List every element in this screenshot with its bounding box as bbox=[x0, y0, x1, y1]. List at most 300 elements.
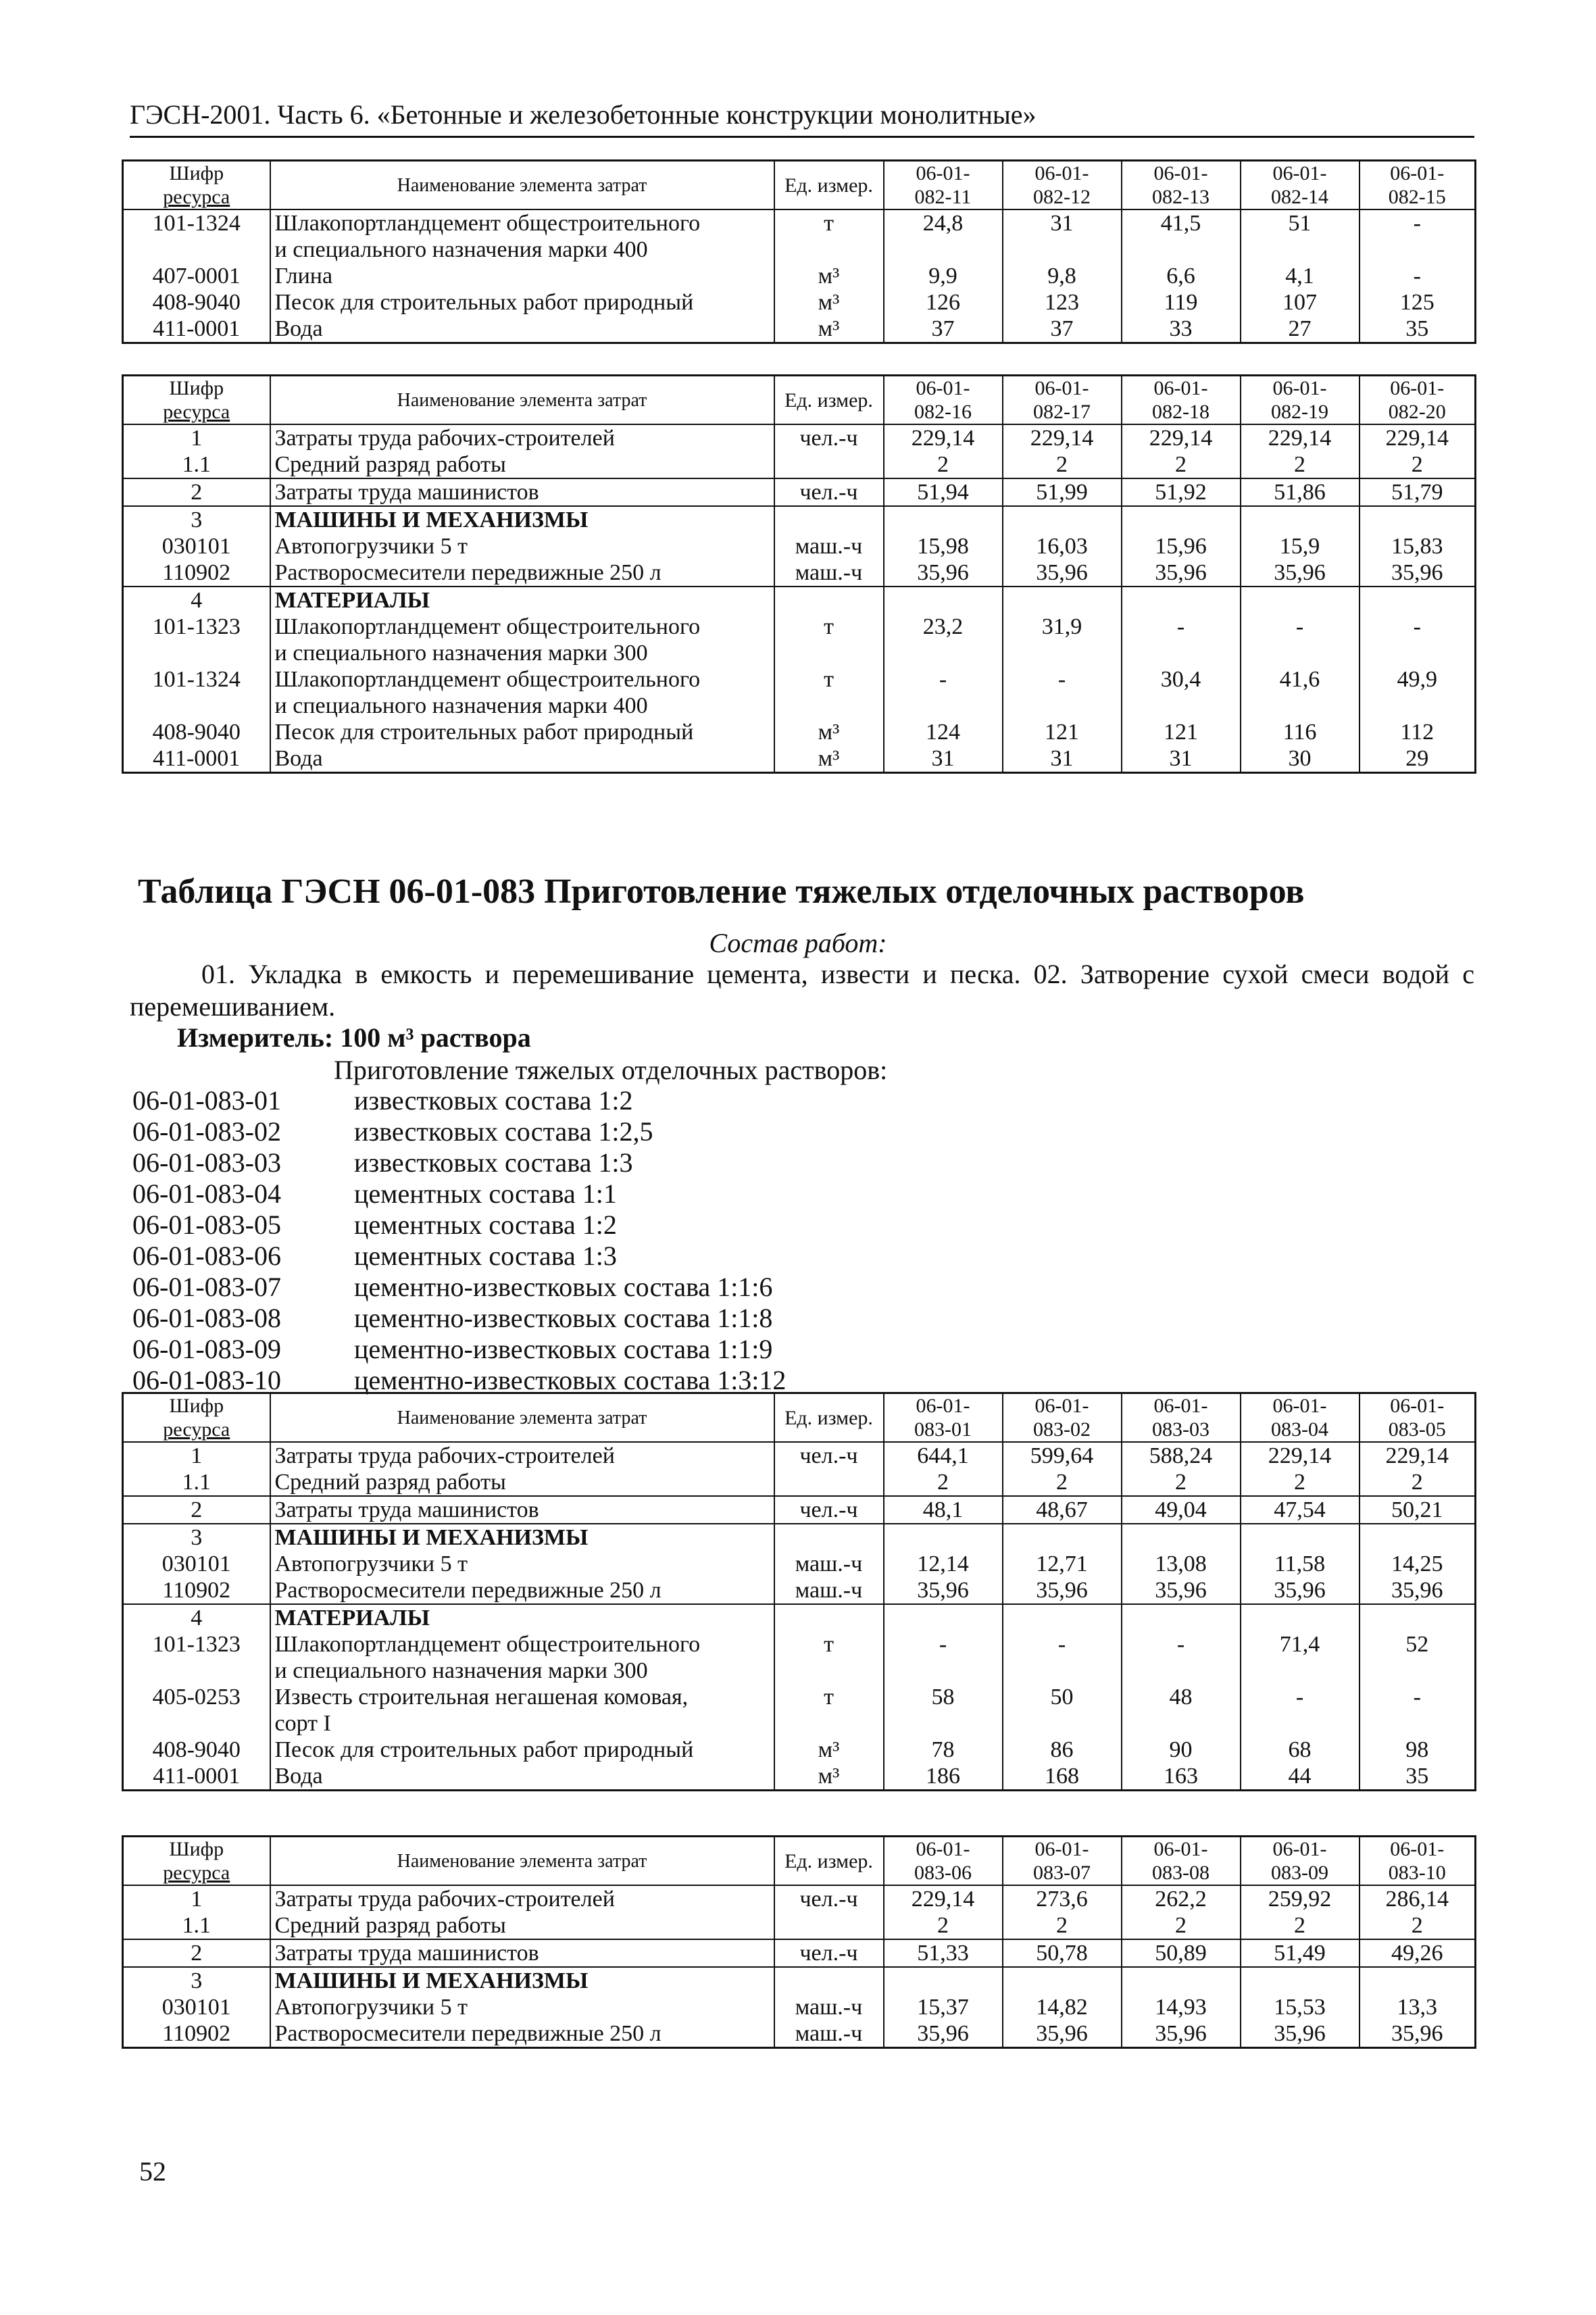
table-row bbox=[123, 1658, 1476, 1684]
resource-value: 163 bbox=[1122, 1763, 1241, 1791]
item-code: 06-01-083-05 bbox=[132, 1210, 281, 1240]
resource-value: 78 bbox=[884, 1737, 1003, 1763]
resource-value: 50,78 bbox=[1003, 1939, 1122, 1967]
resource-name: Шлакопортландцемент общестроительного bbox=[270, 614, 774, 640]
resource-name: Затраты труда рабочих-строителей bbox=[270, 1442, 774, 1469]
resource-value bbox=[1122, 1967, 1241, 1994]
resource-value: 49,04 bbox=[1122, 1496, 1241, 1524]
resource-value: 31 bbox=[1122, 745, 1241, 773]
resource-unit: маш.-ч bbox=[774, 2020, 884, 2048]
item-code: 06-01-083-06 bbox=[132, 1241, 281, 1271]
header-code-line1: Шифр bbox=[169, 377, 224, 399]
resource-value: 44 bbox=[1241, 1763, 1360, 1791]
resource-value bbox=[1003, 506, 1122, 533]
resource-code: 3 bbox=[123, 1967, 270, 1994]
resource-value bbox=[1360, 587, 1476, 614]
resource-code bbox=[123, 237, 270, 263]
resource-unit: т bbox=[774, 209, 884, 237]
resource-code: 3 bbox=[123, 506, 270, 533]
resource-value bbox=[884, 1524, 1003, 1551]
resource-value: 35,96 bbox=[1003, 2020, 1122, 2048]
resource-value: 51,79 bbox=[1360, 478, 1476, 506]
norm-code-line1: 06-01- bbox=[1272, 1838, 1327, 1860]
norm-code-line1: 06-01- bbox=[1390, 377, 1445, 399]
resource-value bbox=[1241, 1967, 1360, 1994]
norm-code-line2: 083-06 bbox=[914, 1862, 972, 1884]
norm-code-line2: 083-10 bbox=[1388, 1862, 1446, 1884]
resource-value: 35,96 bbox=[884, 1577, 1003, 1604]
resource-value: 27 bbox=[1241, 316, 1360, 343]
resource-code: 101-1323 bbox=[123, 614, 270, 640]
resource-value: 98 bbox=[1360, 1737, 1476, 1763]
resource-name: Затраты труда машинистов bbox=[270, 478, 774, 506]
item-code: 06-01-083-04 bbox=[132, 1178, 281, 1209]
table-header-row bbox=[123, 1393, 1476, 1443]
resource-unit: маш.-ч bbox=[774, 1577, 884, 1604]
resource-value: 112 bbox=[1360, 719, 1476, 745]
resource-code: 405-0253 bbox=[123, 1684, 270, 1710]
table-row bbox=[123, 666, 1476, 693]
item-text: цементно-известковых состава 1:1:8 bbox=[354, 1303, 773, 1333]
resource-value: - bbox=[1360, 263, 1476, 289]
resource-value: 35,96 bbox=[1003, 1577, 1122, 1604]
resource-value bbox=[1360, 693, 1476, 719]
resource-value: 121 bbox=[1003, 719, 1122, 745]
resource-value: 599,64 bbox=[1003, 1442, 1122, 1469]
norm-code-line1: 06-01- bbox=[1272, 162, 1327, 184]
resource-value: 35,96 bbox=[884, 2020, 1003, 2048]
resource-value bbox=[1003, 640, 1122, 666]
norm-code-line1: 06-01- bbox=[1153, 162, 1208, 184]
norm-code-line2: 082-12 bbox=[1033, 186, 1091, 208]
resource-unit: м³ bbox=[774, 263, 884, 289]
norm-code-line2: 083-02 bbox=[1033, 1418, 1091, 1441]
table-row bbox=[123, 1442, 1476, 1469]
resource-code: 1.1 bbox=[123, 1469, 270, 1496]
resource-value: 24,8 bbox=[884, 209, 1003, 237]
resource-table-083-01-05 bbox=[122, 1392, 1476, 1791]
norm-code-line1: 06-01- bbox=[1153, 1838, 1208, 1860]
item-text: цементных состава 1:2 bbox=[354, 1210, 617, 1240]
table-row bbox=[123, 2020, 1476, 2048]
resource-value: 13,3 bbox=[1360, 1994, 1476, 2020]
resource-value: 2 bbox=[1003, 1912, 1122, 1939]
resource-value: 51,86 bbox=[1241, 478, 1360, 506]
resource-value: - bbox=[1122, 1631, 1241, 1658]
resource-value: 31 bbox=[1003, 209, 1122, 237]
resource-code: 408-9040 bbox=[123, 1737, 270, 1763]
resource-value: 2 bbox=[1241, 1912, 1360, 1939]
resource-value: 35,96 bbox=[1122, 2020, 1241, 2048]
resource-value: 12,14 bbox=[884, 1551, 1003, 1577]
resource-name: Автопогрузчики 5 т bbox=[270, 533, 774, 559]
table-header-row bbox=[123, 376, 1476, 425]
header-norm-code bbox=[1241, 376, 1360, 425]
resource-value: 124 bbox=[884, 719, 1003, 745]
resource-code: 4 bbox=[123, 587, 270, 614]
resource-value: 23,2 bbox=[884, 614, 1003, 640]
resource-unit: маш.-ч bbox=[774, 559, 884, 587]
resource-unit: чел.-ч bbox=[774, 424, 884, 451]
item-text: известковых состава 1:3 bbox=[354, 1147, 633, 1178]
resource-value bbox=[1122, 1524, 1241, 1551]
norm-code-line2: 082-15 bbox=[1388, 186, 1446, 208]
table-row bbox=[123, 587, 1476, 614]
table-row bbox=[123, 263, 1476, 289]
resource-name: Шлакопортландцемент общестроительного bbox=[270, 1631, 774, 1658]
norm-code-line1: 06-01- bbox=[1034, 1395, 1089, 1417]
table-row bbox=[123, 640, 1476, 666]
resource-code: 2 bbox=[123, 1496, 270, 1524]
list-item bbox=[132, 1334, 786, 1365]
resource-value: 121 bbox=[1122, 719, 1241, 745]
resource-value bbox=[884, 1967, 1003, 1994]
resource-value: 51 bbox=[1241, 209, 1360, 237]
item-code: 06-01-083-02 bbox=[132, 1116, 281, 1147]
resource-value: 30 bbox=[1241, 745, 1360, 773]
resource-unit bbox=[774, 237, 884, 263]
resource-value bbox=[1122, 693, 1241, 719]
resource-unit: м³ bbox=[774, 745, 884, 773]
header-norm-code bbox=[1360, 1393, 1476, 1443]
resource-name: Средний разряд работы bbox=[270, 1469, 774, 1496]
resource-code: 110902 bbox=[123, 1577, 270, 1604]
resource-unit: т bbox=[774, 666, 884, 693]
resource-unit: чел.-ч bbox=[774, 1496, 884, 1524]
norm-code-line2: 082-18 bbox=[1152, 401, 1210, 423]
resource-value: 15,98 bbox=[884, 533, 1003, 559]
resource-value: 31,9 bbox=[1003, 614, 1122, 640]
resource-value: 50,21 bbox=[1360, 1496, 1476, 1524]
resource-unit bbox=[774, 506, 884, 533]
resource-value bbox=[1360, 640, 1476, 666]
resource-unit bbox=[774, 1469, 884, 1496]
resource-value: 4,1 bbox=[1241, 263, 1360, 289]
resource-value: 51,99 bbox=[1003, 478, 1122, 506]
resource-value: 229,14 bbox=[884, 424, 1003, 451]
resource-name: Шлакопортландцемент общестроительного bbox=[270, 666, 774, 693]
table-row bbox=[123, 1496, 1476, 1524]
table-row bbox=[123, 424, 1476, 451]
header-norm-code bbox=[1122, 161, 1241, 210]
resource-value: 2 bbox=[884, 1912, 1003, 1939]
resource-unit: т bbox=[774, 1631, 884, 1658]
resource-unit bbox=[774, 1524, 884, 1551]
resource-unit: чел.-ч bbox=[774, 1885, 884, 1912]
resource-value: - bbox=[1360, 1684, 1476, 1710]
table-row bbox=[123, 1684, 1476, 1710]
norm-code-line2: 083-01 bbox=[914, 1418, 972, 1441]
resource-code: 1 bbox=[123, 1885, 270, 1912]
resource-name: Автопогрузчики 5 т bbox=[270, 1994, 774, 2020]
resource-name: МАТЕРИАЛЫ bbox=[270, 587, 774, 614]
table-row bbox=[123, 1912, 1476, 1939]
norm-code-line2: 082-19 bbox=[1271, 401, 1328, 423]
resource-value: 229,14 bbox=[1241, 424, 1360, 451]
resource-value: 2 bbox=[884, 1469, 1003, 1496]
resource-value: 229,14 bbox=[1003, 424, 1122, 451]
resource-value: 15,83 bbox=[1360, 533, 1476, 559]
header-norm-code bbox=[1122, 376, 1241, 425]
resource-value: 37 bbox=[884, 316, 1003, 343]
resource-table-082-11-15 bbox=[122, 159, 1476, 344]
resource-value: 86 bbox=[1003, 1737, 1122, 1763]
norm-code-line2: 083-04 bbox=[1271, 1418, 1328, 1441]
resource-value bbox=[884, 640, 1003, 666]
header-norm-code bbox=[1122, 1393, 1241, 1443]
table-row bbox=[123, 559, 1476, 587]
resource-value: 229,14 bbox=[1360, 1442, 1476, 1469]
measure-unit: Измеритель: 100 м³ раствора bbox=[177, 1022, 531, 1053]
resource-code: 101-1324 bbox=[123, 209, 270, 237]
norm-code-line1: 06-01- bbox=[916, 162, 970, 184]
resource-code bbox=[123, 640, 270, 666]
table-header-row bbox=[123, 1837, 1476, 1886]
norm-code-line1: 06-01- bbox=[1034, 377, 1089, 399]
resource-unit bbox=[774, 640, 884, 666]
resource-code: 101-1324 bbox=[123, 666, 270, 693]
item-text: цементных состава 1:1 bbox=[354, 1178, 617, 1209]
resource-value bbox=[1241, 1524, 1360, 1551]
header-code-line1: Шифр bbox=[169, 1838, 224, 1860]
header-norm-code bbox=[1122, 1837, 1241, 1886]
norm-code-line2: 082-20 bbox=[1388, 401, 1446, 423]
resource-value: 2 bbox=[1360, 1912, 1476, 1939]
table-row bbox=[123, 1967, 1476, 1994]
header-norm-code bbox=[884, 376, 1003, 425]
norm-code-line1: 06-01- bbox=[1034, 1838, 1089, 1860]
resource-code: 030101 bbox=[123, 533, 270, 559]
resource-value: 168 bbox=[1003, 1763, 1122, 1791]
resource-unit bbox=[774, 1710, 884, 1737]
items-intro: Приготовление тяжелых отделочных растворов: bbox=[334, 1055, 888, 1085]
resource-name: Средний разряд работы bbox=[270, 451, 774, 478]
norm-code-line1: 06-01- bbox=[1034, 162, 1089, 184]
norm-code-line1: 06-01- bbox=[916, 1395, 970, 1417]
resource-code: 3 bbox=[123, 1524, 270, 1551]
norm-code-line2: 083-03 bbox=[1152, 1418, 1210, 1441]
norm-code-line2: 083-05 bbox=[1388, 1418, 1446, 1441]
resource-unit bbox=[774, 451, 884, 478]
resource-value: 229,14 bbox=[884, 1885, 1003, 1912]
resource-name: Растворосмесители передвижные 250 л bbox=[270, 2020, 774, 2048]
header-code-line2: ресурса bbox=[163, 186, 230, 208]
resource-value: 119 bbox=[1122, 289, 1241, 316]
resource-value: - bbox=[1241, 614, 1360, 640]
header-norm-code bbox=[884, 1393, 1003, 1443]
resource-value: 588,24 bbox=[1122, 1442, 1241, 1469]
resource-value bbox=[1122, 587, 1241, 614]
resource-code: 101-1323 bbox=[123, 1631, 270, 1658]
resource-value bbox=[884, 506, 1003, 533]
resource-value: 12,71 bbox=[1003, 1551, 1122, 1577]
resource-name: Песок для строительных работ природный bbox=[270, 289, 774, 316]
resource-code: 411-0001 bbox=[123, 1763, 270, 1791]
header-code bbox=[123, 376, 270, 425]
resource-value bbox=[1360, 1967, 1476, 1994]
resource-value: 229,14 bbox=[1241, 1442, 1360, 1469]
resource-value: 35,96 bbox=[1241, 559, 1360, 587]
resource-value bbox=[1360, 1604, 1476, 1631]
resource-value: 30,4 bbox=[1122, 666, 1241, 693]
resource-value bbox=[1241, 1710, 1360, 1737]
resource-value bbox=[884, 1710, 1003, 1737]
header-code-line2: ресурса bbox=[163, 1862, 230, 1884]
header-norm-code bbox=[1003, 1393, 1122, 1443]
header-norm-code bbox=[884, 1837, 1003, 1886]
resource-unit bbox=[774, 587, 884, 614]
header-code-line1: Шифр bbox=[169, 162, 224, 184]
norm-code-line2: 082-16 bbox=[914, 401, 972, 423]
table-row bbox=[123, 693, 1476, 719]
resource-value: 47,54 bbox=[1241, 1496, 1360, 1524]
resource-value: 2 bbox=[1003, 1469, 1122, 1496]
resource-value bbox=[884, 1658, 1003, 1684]
resource-value bbox=[884, 1604, 1003, 1631]
header-code-line1: Шифр bbox=[169, 1395, 224, 1417]
table-row bbox=[123, 209, 1476, 237]
resource-value: 286,14 bbox=[1360, 1885, 1476, 1912]
resource-value bbox=[1122, 1658, 1241, 1684]
resource-value: 35 bbox=[1360, 316, 1476, 343]
norm-code-line2: 083-09 bbox=[1271, 1862, 1328, 1884]
resource-name: Затраты труда машинистов bbox=[270, 1496, 774, 1524]
table-row bbox=[123, 237, 1476, 263]
resource-code: 030101 bbox=[123, 1994, 270, 2020]
resource-code: 407-0001 bbox=[123, 263, 270, 289]
resource-value: 31 bbox=[884, 745, 1003, 773]
norm-code-line2: 082-11 bbox=[914, 186, 972, 208]
header-norm-code bbox=[884, 161, 1003, 210]
resource-value: 35,96 bbox=[1122, 559, 1241, 587]
resource-value: 71,4 bbox=[1241, 1631, 1360, 1658]
resource-unit: м³ bbox=[774, 316, 884, 343]
header-unit: Ед. измер. bbox=[774, 1393, 884, 1443]
resource-code: 411-0001 bbox=[123, 316, 270, 343]
resource-value: 31 bbox=[1003, 745, 1122, 773]
resource-value: 14,25 bbox=[1360, 1551, 1476, 1577]
resource-value bbox=[1360, 1524, 1476, 1551]
resource-value: - bbox=[1360, 614, 1476, 640]
resource-value: 13,08 bbox=[1122, 1551, 1241, 1577]
resource-name: Песок для строительных работ природный bbox=[270, 1737, 774, 1763]
item-code: 06-01-083-01 bbox=[132, 1085, 281, 1116]
header-code bbox=[123, 1837, 270, 1886]
resource-value: 49,26 bbox=[1360, 1939, 1476, 1967]
header-norm-code bbox=[1241, 161, 1360, 210]
resource-name: МАШИНЫ И МЕХАНИЗМЫ bbox=[270, 1967, 774, 1994]
resource-value: 14,93 bbox=[1122, 1994, 1241, 2020]
list-item bbox=[132, 1272, 786, 1303]
item-text: цементно-известковых состава 1:3:12 bbox=[354, 1365, 787, 1395]
resource-value bbox=[1241, 693, 1360, 719]
work-composition-text: 01. Укладка в емкость и перемешивание цемента, извести и песка. 02. Затворение сухой смеси водой с перемешиванием. bbox=[130, 959, 1474, 1022]
resource-name: и специального назначения марки 300 bbox=[270, 1658, 774, 1684]
header-unit: Ед. измер. bbox=[774, 1837, 884, 1886]
page-header: ГЭСН-2001. Часть 6. «Бетонные и железобетонные конструкции монолитные» bbox=[130, 99, 1474, 138]
resource-value: 15,53 bbox=[1241, 1994, 1360, 2020]
resource-value bbox=[1003, 1710, 1122, 1737]
resource-value bbox=[1241, 640, 1360, 666]
item-text: известковых состава 1:2 bbox=[354, 1085, 633, 1116]
resource-value: 37 bbox=[1003, 316, 1122, 343]
item-text: цементно-известковых состава 1:1:9 bbox=[354, 1334, 773, 1364]
resource-name: и специального назначения марки 400 bbox=[270, 237, 774, 263]
header-norm-code bbox=[1003, 1837, 1122, 1886]
resource-value: - bbox=[1122, 614, 1241, 640]
header-norm-code bbox=[1360, 161, 1476, 210]
resource-code: 1.1 bbox=[123, 1912, 270, 1939]
resource-code: 1.1 bbox=[123, 451, 270, 478]
item-list bbox=[132, 1085, 786, 1396]
resource-value bbox=[1241, 506, 1360, 533]
norm-code-line2: 082-13 bbox=[1152, 186, 1210, 208]
header-norm-code bbox=[1360, 376, 1476, 425]
table-row bbox=[123, 1631, 1476, 1658]
table-row bbox=[123, 289, 1476, 316]
resource-name: Растворосмесители передвижные 250 л bbox=[270, 559, 774, 587]
resource-value: 273,6 bbox=[1003, 1885, 1122, 1912]
resource-value: 51,49 bbox=[1241, 1939, 1360, 1967]
header-name: Наименование элемента затрат bbox=[270, 1393, 774, 1443]
resource-value: 41,6 bbox=[1241, 666, 1360, 693]
resource-code: 1 bbox=[123, 424, 270, 451]
table-row bbox=[123, 1737, 1476, 1763]
norm-code-line1: 06-01- bbox=[916, 377, 970, 399]
resource-code: 411-0001 bbox=[123, 745, 270, 773]
resource-value: 35,96 bbox=[1241, 1577, 1360, 1604]
resource-name: Растворосмесители передвижные 250 л bbox=[270, 1577, 774, 1604]
resource-value: 90 bbox=[1122, 1737, 1241, 1763]
resource-value: 33 bbox=[1122, 316, 1241, 343]
resource-name: Известь строительная негашеная комовая, bbox=[270, 1684, 774, 1710]
item-text: цементно-известковых состава 1:1:6 bbox=[354, 1272, 773, 1302]
resource-name: Затраты труда рабочих-строителей bbox=[270, 424, 774, 451]
resource-value: 644,1 bbox=[884, 1442, 1003, 1469]
resource-value: 68 bbox=[1241, 1737, 1360, 1763]
resource-unit: чел.-ч bbox=[774, 1442, 884, 1469]
resource-value: 2 bbox=[1360, 1469, 1476, 1496]
resource-unit: м³ bbox=[774, 289, 884, 316]
resource-unit bbox=[774, 1967, 884, 1994]
resource-value: 52 bbox=[1360, 1631, 1476, 1658]
resource-value: - bbox=[1003, 1631, 1122, 1658]
header-unit: Ед. измер. bbox=[774, 161, 884, 210]
table-row bbox=[123, 451, 1476, 478]
resource-name: МАТЕРИАЛЫ bbox=[270, 1604, 774, 1631]
table-row bbox=[123, 1763, 1476, 1791]
header-code bbox=[123, 161, 270, 210]
resource-code: 1 bbox=[123, 1442, 270, 1469]
resource-value: 2 bbox=[884, 451, 1003, 478]
resource-value: 229,14 bbox=[1122, 424, 1241, 451]
header-name: Наименование элемента затрат bbox=[270, 376, 774, 425]
resource-name: Глина bbox=[270, 263, 774, 289]
header-code bbox=[123, 1393, 270, 1443]
norm-code-line1: 06-01- bbox=[1153, 1395, 1208, 1417]
resource-name: Песок для строительных работ природный bbox=[270, 719, 774, 745]
header-unit: Ед. измер. bbox=[774, 376, 884, 425]
resource-value: 2 bbox=[1241, 1469, 1360, 1496]
norm-code-line2: 082-14 bbox=[1271, 186, 1328, 208]
resource-value: 2 bbox=[1360, 451, 1476, 478]
list-item bbox=[132, 1178, 786, 1210]
norm-code-line1: 06-01- bbox=[1390, 1395, 1445, 1417]
resource-value bbox=[1003, 1967, 1122, 1994]
norm-code-line1: 06-01- bbox=[1272, 377, 1327, 399]
resource-value: 6,6 bbox=[1122, 263, 1241, 289]
resource-code: 408-9040 bbox=[123, 719, 270, 745]
